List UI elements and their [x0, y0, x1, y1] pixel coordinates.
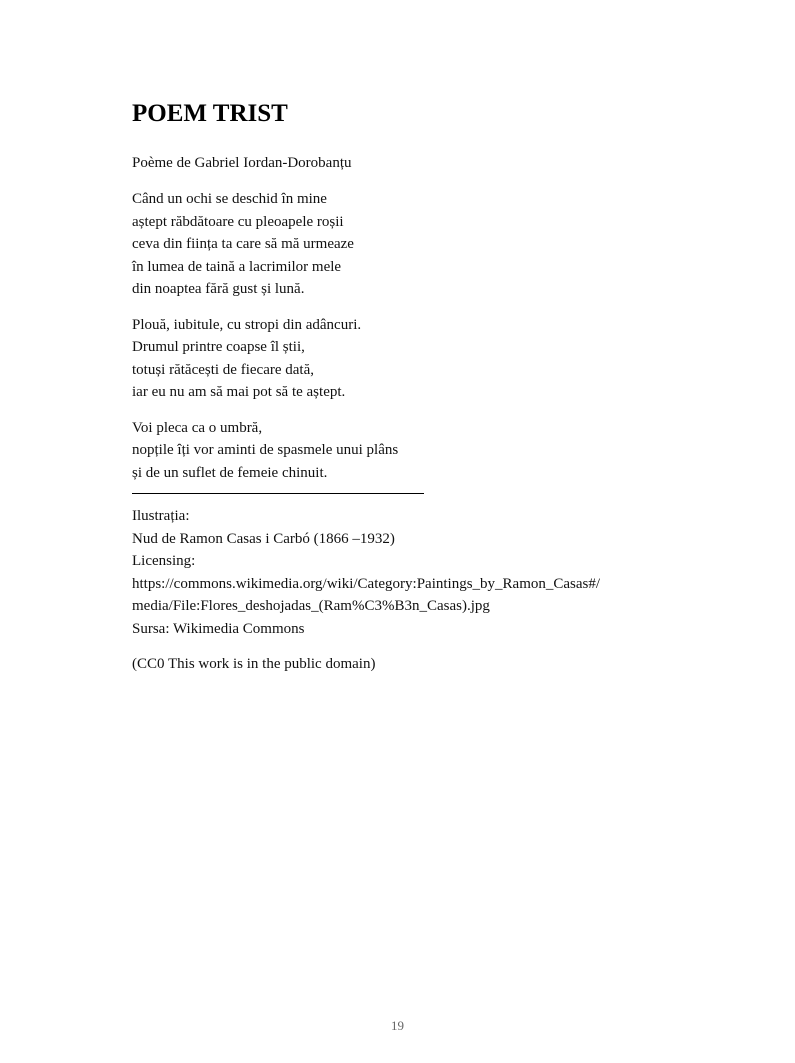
stanza-2	[132, 314, 732, 404]
page-content	[132, 98, 732, 676]
credits-label: Ilustrația:	[132, 508, 190, 524]
poem-line: Voi pleca ca o umbră,	[132, 419, 263, 436]
page-number: 19	[391, 1018, 404, 1033]
poem-line: totuși rătăcești de fiecare dată,	[132, 361, 314, 378]
poem-line: Când un ochi se deschid în mine	[132, 191, 327, 207]
poem-line: ceva din ființa ta care să mă urmeaze	[132, 236, 354, 252]
credits-url-part-1: https://commons.wikimedia.org/wiki/Category:Paintings_by_Ramon_Casas#/	[132, 575, 601, 592]
separator-line	[132, 493, 424, 494]
illustration-credits	[132, 505, 732, 640]
poem-line: nopțile îți vor aminti de spasmele unui plâns	[132, 442, 399, 458]
poem-title: POEM TRIST	[132, 100, 288, 127]
poem-line: iar eu nu am să mai pot să te aștept.	[132, 384, 346, 400]
license-note: (CC0 This work is in the public domain)	[132, 656, 376, 672]
stanza-1	[132, 188, 732, 301]
poem-line: aștept răbdătoare cu pleoapele roșii	[132, 213, 344, 230]
credits-licensing-label: Licensing:	[132, 553, 196, 569]
poem-line: Drumul printre coapse îl știi,	[132, 339, 305, 355]
credits-source: Sursa: Wikimedia Commons	[132, 620, 305, 637]
poem-line: și de un suflet de femeie chinuit.	[132, 464, 328, 481]
credits-url-part-2: media/File:Flores_deshojadas_(Ram%C3%B3n_Casas).jpg	[132, 598, 490, 614]
poem-line: în lumea de taină a lacrimilor mele	[132, 258, 342, 275]
poem-line: Plouă, iubitule, cu stropi din adâncuri.	[132, 316, 362, 333]
stanza-3	[132, 417, 732, 485]
poem-line: din noaptea fără gust și lună.	[132, 281, 305, 297]
credits-artwork: Nud de Ramon Casas i Carbó (1866 –1932)	[132, 530, 395, 547]
poem-author: Poème de Gabriel Iordan-Dorobanțu	[132, 155, 352, 171]
